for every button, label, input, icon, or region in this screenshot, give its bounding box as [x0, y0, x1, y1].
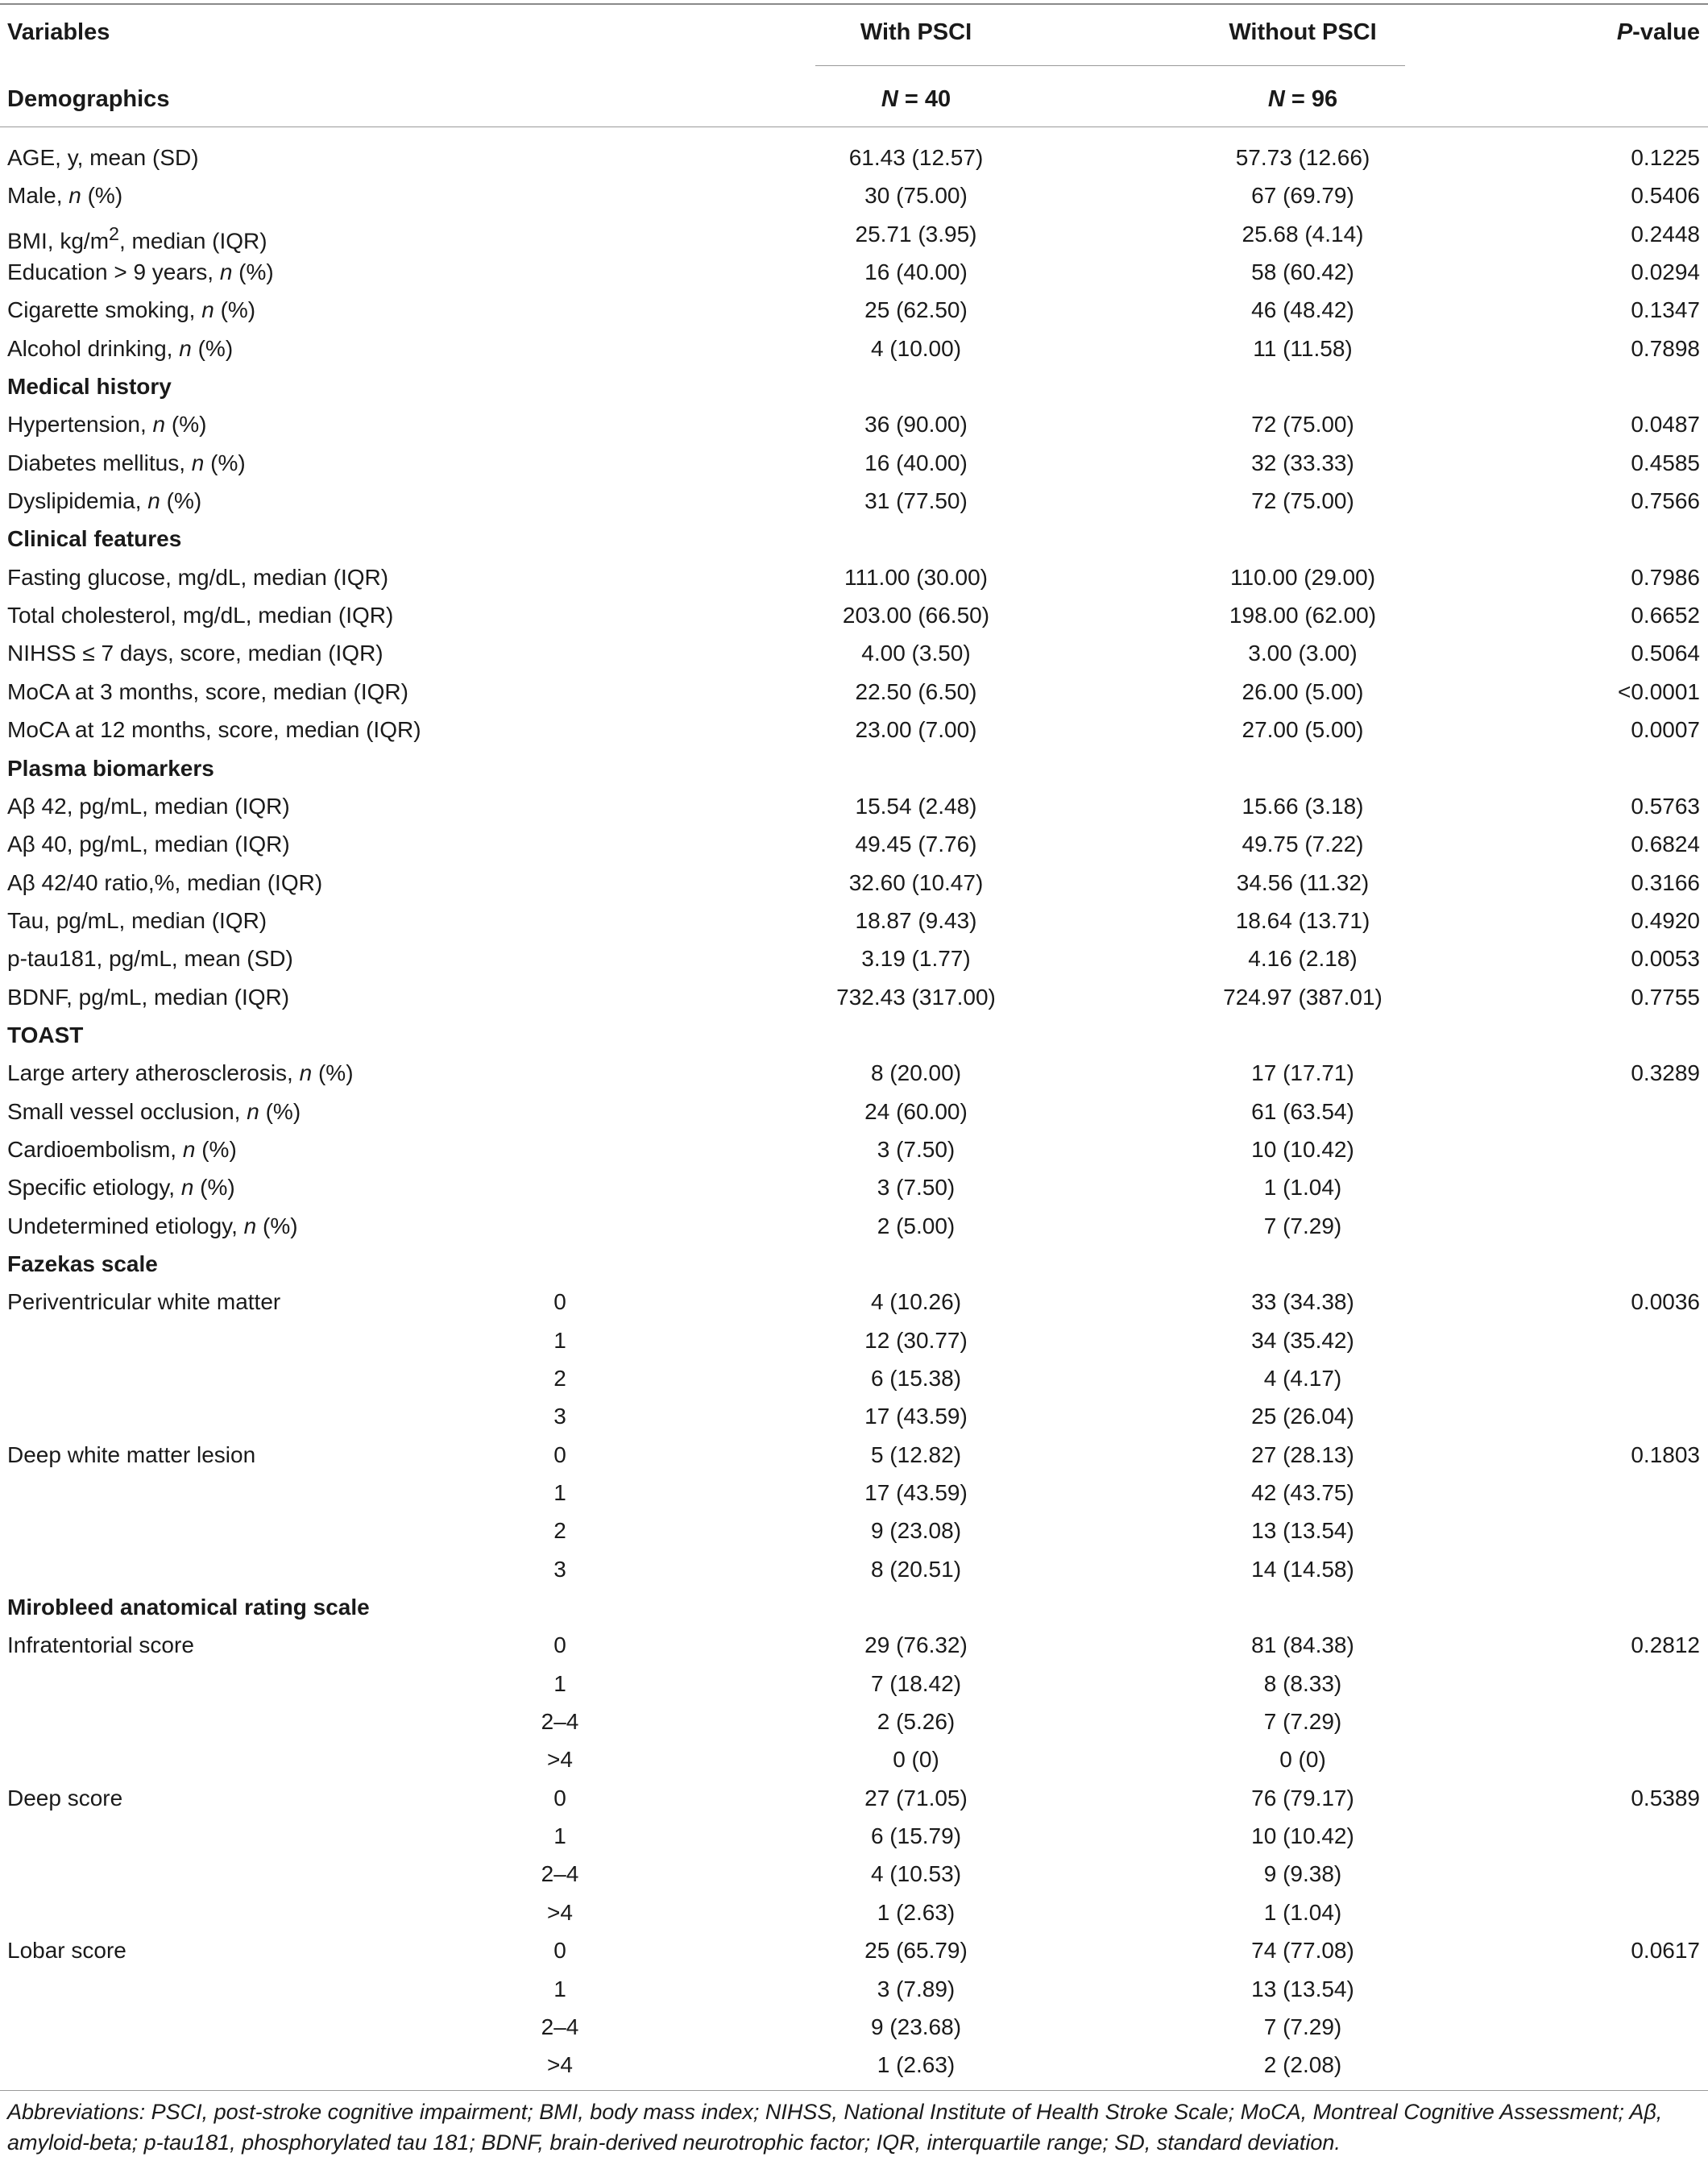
header-without-psci: Without PSCI [1229, 19, 1377, 45]
table-row [0, 1931, 1708, 1969]
row-level: 2 [553, 1366, 566, 1391]
cell-without-psci: 72 (75.00) [1251, 488, 1354, 514]
header-demographics: Demographics [7, 86, 170, 112]
cell-with-psci: 6 (15.79) [870, 1823, 962, 1849]
cell-without-psci: 74 (77.08) [1251, 1938, 1354, 1964]
table-row [0, 1779, 1708, 1817]
table-row [0, 1703, 1708, 1740]
cell-with-psci: 16 (40.00) [864, 450, 968, 475]
cell-with-psci: 32.60 (10.47) [848, 869, 984, 895]
table-row [0, 902, 1708, 939]
row-level: 2–4 [541, 2014, 579, 2039]
header-n-without-value: = 96 [1284, 86, 1338, 112]
cell-without-psci: 32 (33.33) [1251, 450, 1354, 475]
cell-with-psci: 18.87 (9.43) [855, 907, 977, 933]
cell-with-psci: 2 (5.26) [877, 1709, 956, 1735]
cell-with-psci: 732.43 (317.00) [836, 984, 996, 1010]
row-level: >4 [547, 1747, 573, 1773]
cell-without-psci: 2 (2.08) [1263, 2052, 1342, 2078]
row-level: 1 [553, 1823, 566, 1849]
header-with-psci: With PSCI [860, 19, 972, 45]
cell-without-psci: 81 (84.38) [1251, 1632, 1354, 1658]
table-row [0, 673, 1708, 711]
row-level: >4 [547, 2052, 573, 2078]
row-level: 2 [553, 1518, 566, 1544]
table-row [0, 1168, 1708, 1206]
cell-p-value: 0.6652 [1631, 603, 1700, 628]
cell-p-value: 0.4585 [1631, 450, 1700, 475]
cell-without-psci: 58 (60.42) [1251, 259, 1354, 285]
table-row [0, 558, 1708, 596]
cell-without-psci: 33 (34.38) [1251, 1289, 1354, 1315]
cell-without-psci: 25 (26.04) [1251, 1404, 1354, 1429]
row-level: 2–4 [541, 1709, 579, 1735]
cell-without-psci: 8 (8.33) [1263, 1670, 1342, 1696]
table-row [0, 1093, 1708, 1130]
cell-with-psci: 203.00 (66.50) [842, 603, 990, 628]
cell-without-psci: 67 (69.79) [1251, 183, 1354, 209]
cell-without-psci: 4.16 (2.18) [1248, 946, 1358, 972]
cell-p-value: 0.0487 [1631, 412, 1700, 438]
table-row [0, 1893, 1708, 1931]
table-row [0, 864, 1708, 902]
table-row [0, 139, 1708, 176]
section-header-row [0, 1245, 1708, 1283]
cell-with-psci: 31 (77.50) [864, 488, 968, 514]
cell-without-psci: 0 (0) [1279, 1747, 1326, 1773]
cell-without-psci: 10 (10.42) [1251, 1823, 1354, 1849]
row-label: MoCA at 3 months, score, median (IQR) [7, 678, 408, 704]
cell-without-psci: 14 (14.58) [1251, 1556, 1354, 1582]
header-n-without [1200, 85, 1405, 114]
cell-p-value: 0.5763 [1631, 793, 1700, 819]
cell-without-psci: 7 (7.29) [1263, 1213, 1342, 1238]
cell-with-psci: 9 (23.08) [870, 1518, 962, 1544]
row-label: Cardioembolism, n (%) [7, 1136, 237, 1162]
header-p-italic: P [1616, 19, 1633, 45]
cell-without-psci: 34 (35.42) [1251, 1327, 1354, 1353]
cell-p-value: 0.7898 [1631, 335, 1700, 361]
table-row [0, 215, 1708, 253]
cell-without-psci: 76 (79.17) [1251, 1785, 1354, 1811]
cell-with-psci: 49.45 (7.76) [855, 832, 977, 857]
cell-without-psci: 1 (1.04) [1263, 1899, 1342, 1925]
table-row [0, 825, 1708, 863]
cell-without-psci: 11 (11.58) [1253, 335, 1353, 361]
table-row [0, 1855, 1708, 1893]
cell-with-psci: 4 (10.00) [870, 335, 962, 361]
cell-with-psci: 24 (60.00) [864, 1098, 968, 1124]
table-top-rule [0, 3, 1708, 5]
row-label: NIHSS ≤ 7 days, score, median (IQR) [7, 641, 383, 666]
cell-without-psci: 10 (10.42) [1251, 1136, 1354, 1162]
cell-with-psci: 29 (76.32) [864, 1632, 968, 1658]
row-label: BMI, $kg/m^2$, median (IQR) [7, 222, 267, 254]
cell-p-value: 0.1347 [1631, 297, 1700, 323]
cell-p-value: 0.6824 [1631, 832, 1700, 857]
cell-p-value: 0.2812 [1631, 1632, 1700, 1658]
row-label: Cigarette smoking, n (%) [7, 297, 256, 323]
header-n-symbol: N [881, 86, 898, 112]
cell-without-psci: 72 (75.00) [1251, 412, 1354, 438]
section-title: Mirobleed anatomical rating scale [7, 1595, 370, 1620]
row-label: Aβ 40, pg/mL, median (IQR) [7, 832, 290, 857]
cell-p-value: 0.5389 [1631, 1785, 1700, 1811]
table-row [0, 1207, 1708, 1245]
table-row [0, 1283, 1708, 1321]
cell-without-psci: 4 (4.17) [1263, 1366, 1342, 1391]
table-row [0, 176, 1708, 214]
row-label: p-tau181, pg/mL, mean (SD) [7, 946, 293, 972]
row-label: Large artery atherosclerosis, n (%) [7, 1060, 354, 1086]
cell-without-psci: 26.00 (5.00) [1242, 678, 1364, 704]
cell-p-value: 0.7986 [1631, 564, 1700, 590]
cell-p-value: 0.3289 [1631, 1060, 1700, 1086]
row-level: 1 [553, 1976, 566, 2001]
cell-without-psci: 27.00 (5.00) [1242, 717, 1364, 743]
table-row [0, 1397, 1708, 1435]
cell-with-psci: 12 (30.77) [864, 1327, 968, 1353]
table-row [0, 2008, 1708, 2046]
row-level: 0 [553, 1938, 566, 1964]
table-row [0, 1626, 1708, 1664]
table-bottom-rule [0, 2090, 1708, 2091]
cell-with-psci: 3 (7.89) [877, 1976, 956, 2001]
cell-without-psci: 61 (63.54) [1251, 1098, 1354, 1124]
cell-without-psci: 110.00 (29.00) [1229, 564, 1376, 590]
table-row [0, 291, 1708, 329]
cell-without-psci: 3.00 (3.00) [1248, 641, 1358, 666]
row-label: Deep score [7, 1785, 123, 1811]
section-header-row [0, 1588, 1708, 1626]
cell-with-psci: 15.54 (2.48) [855, 793, 977, 819]
cell-p-value: 0.1225 [1631, 145, 1700, 170]
row-level: 0 [553, 1289, 566, 1315]
table-footnote: Abbreviations: PSCI, post-stroke cognitive impairment; BMI, body mass index; NIHSS, National Institute of Health Stroke Scale; MoCA, Montreal Cognitive Assessment; Aβ, amyloid-beta; p-tau181, phosphorylated tau 181; BDNF, brain-derived neurotrophic factor; IQR, interquartile range; SD, standard deviation. [7, 2100, 1663, 2155]
table-row [0, 711, 1708, 749]
cell-with-psci: 5 (12.82) [870, 1441, 962, 1467]
cell-without-psci: 34.56 (11.32) [1236, 869, 1370, 895]
cell-without-psci: 724.97 (387.01) [1223, 984, 1383, 1010]
row-label: Dyslipidemia, n (%) [7, 488, 202, 514]
cell-p-value: 0.5064 [1631, 641, 1700, 666]
cell-with-psci: 3 (7.50) [877, 1175, 956, 1201]
cell-without-psci: 1 (1.04) [1263, 1175, 1342, 1201]
table-row [0, 939, 1708, 977]
cell-without-psci: 27 (28.13) [1251, 1441, 1354, 1467]
row-label: Tau, pg/mL, median (IQR) [7, 907, 267, 933]
cell-without-psci: 49.75 (7.22) [1242, 832, 1364, 857]
row-label: Infratentorial score [7, 1632, 194, 1658]
cell-with-psci: 1 (2.63) [877, 2052, 956, 2078]
section-title: Clinical features [7, 526, 182, 552]
section-title: TOAST [7, 1022, 84, 1047]
table-row [0, 1436, 1708, 1474]
row-label: Hypertension, n (%) [7, 412, 207, 438]
row-label: Small vessel occlusion, n (%) [7, 1098, 301, 1124]
row-level: 1 [553, 1480, 566, 1506]
cell-with-psci: 8 (20.00) [870, 1060, 962, 1086]
table-row [0, 1130, 1708, 1168]
cell-with-psci: 1 (2.63) [877, 1899, 956, 1925]
cell-p-value: 0.0007 [1631, 717, 1700, 743]
cell-with-psci: 25.71 (3.95) [855, 221, 977, 247]
table-row [0, 482, 1708, 520]
cell-with-psci: 3 (7.50) [877, 1136, 956, 1162]
cell-with-psci: 30 (75.00) [864, 183, 968, 209]
cell-without-psci: 7 (7.29) [1263, 2014, 1342, 2039]
row-label: Fasting glucose, mg/dL, median (IQR) [7, 564, 389, 590]
cell-with-psci: 8 (20.51) [870, 1556, 962, 1582]
header-p-value [1617, 18, 1700, 47]
cell-with-psci: 23.00 (7.00) [855, 717, 977, 743]
row-level: 0 [553, 1441, 566, 1467]
cell-without-psci: 25.68 (4.14) [1242, 221, 1364, 247]
table-row [0, 1474, 1708, 1512]
table-row [0, 596, 1708, 634]
table-row [0, 1054, 1708, 1092]
table-row [0, 330, 1708, 367]
cell-without-psci: 42 (43.75) [1251, 1480, 1354, 1506]
header-n-with [815, 85, 1017, 114]
cell-with-psci: 3.19 (1.77) [861, 946, 971, 972]
cell-without-psci: 7 (7.29) [1263, 1709, 1342, 1735]
cell-with-psci: 36 (90.00) [864, 412, 968, 438]
cell-without-psci: 13 (13.54) [1251, 1976, 1354, 2001]
section-header-row [0, 367, 1708, 405]
row-level: 0 [553, 1785, 566, 1811]
table-row [0, 1550, 1708, 1588]
row-label: Deep white matter lesion [7, 1441, 256, 1467]
cell-with-psci: 9 (23.68) [870, 2014, 962, 2039]
cell-with-psci: 61.43 (12.57) [848, 145, 984, 170]
table-row [0, 1359, 1708, 1397]
header-n-symbol: N [1267, 86, 1285, 112]
section-title: Medical history [7, 374, 172, 400]
cell-p-value: <0.0001 [1618, 678, 1700, 704]
row-label: BDNF, pg/mL, median (IQR) [7, 984, 290, 1010]
cell-with-psci: 6 (15.38) [870, 1366, 962, 1391]
row-level: 3 [553, 1556, 566, 1582]
row-label: Aβ 42, pg/mL, median (IQR) [7, 793, 290, 819]
row-label: Undetermined etiology, n (%) [7, 1213, 298, 1238]
header-variables: Variables [7, 19, 110, 45]
header-p-rest: -value [1632, 19, 1700, 45]
cell-with-psci: 22.50 (6.50) [855, 678, 977, 704]
row-label: Male, n (%) [7, 183, 123, 209]
cell-p-value: 0.4920 [1631, 907, 1700, 933]
cell-with-psci: 4 (10.26) [870, 1289, 962, 1315]
section-title: Plasma biomarkers [7, 755, 214, 781]
cell-with-psci: 16 (40.00) [864, 259, 968, 285]
cell-with-psci: 111.00 (30.00) [844, 564, 988, 590]
section-title: Fazekas scale [7, 1251, 158, 1276]
cell-with-psci: 25 (65.79) [864, 1938, 968, 1964]
cell-without-psci: 9 (9.38) [1263, 1861, 1342, 1887]
row-label: Education > 9 years, n (%) [7, 259, 274, 285]
table-body [0, 139, 1708, 2084]
cell-p-value: 0.5406 [1631, 183, 1700, 209]
table-row [0, 1321, 1708, 1359]
cell-with-psci: 2 (5.00) [877, 1213, 956, 1238]
cell-with-psci: 27 (71.05) [864, 1785, 968, 1811]
section-header-row [0, 520, 1708, 558]
row-label: Total cholesterol, mg/dL, median (IQR) [7, 603, 394, 628]
row-level: >4 [547, 1899, 573, 1925]
row-label: Diabetes mellitus, n (%) [7, 450, 246, 475]
row-label: AGE, y, mean (SD) [7, 145, 199, 170]
cell-with-psci: 17 (43.59) [864, 1480, 968, 1506]
row-level: 1 [553, 1670, 566, 1696]
table-row [0, 787, 1708, 825]
cell-without-psci: 18.64 (13.71) [1235, 907, 1370, 933]
cell-without-psci: 15.66 (3.18) [1242, 793, 1364, 819]
cell-without-psci: 198.00 (62.00) [1229, 603, 1377, 628]
row-label: Aβ 42/40 ratio,%, median (IQR) [7, 869, 323, 895]
cell-p-value: 0.7755 [1631, 984, 1700, 1010]
cell-p-value: 0.3166 [1631, 869, 1700, 895]
cell-without-psci: 46 (48.42) [1251, 297, 1354, 323]
row-label: Alcohol drinking, n (%) [7, 335, 234, 361]
cell-p-value: 0.1803 [1631, 1441, 1700, 1467]
row-label: Periventricular white matter [7, 1289, 281, 1315]
cell-without-psci: 57.73 (12.66) [1235, 145, 1370, 170]
table-row [0, 405, 1708, 443]
section-header-row [0, 749, 1708, 787]
row-label: MoCA at 12 months, score, median (IQR) [7, 717, 421, 743]
table-row [0, 1970, 1708, 2008]
cell-with-psci: 0 (0) [893, 1747, 939, 1773]
cell-with-psci: 4.00 (3.50) [861, 641, 971, 666]
row-level: 2–4 [541, 1861, 579, 1887]
cell-with-psci: 4 (10.53) [870, 1861, 962, 1887]
table-row [0, 634, 1708, 672]
table-row [0, 253, 1708, 291]
table-row [0, 2046, 1708, 2084]
cell-p-value: 0.0294 [1631, 259, 1700, 285]
header-n-with-value: = 40 [898, 86, 951, 112]
cell-without-psci: 13 (13.54) [1251, 1518, 1354, 1544]
table-row [0, 978, 1708, 1016]
row-level: 3 [553, 1404, 566, 1429]
row-label: Specific etiology, n (%) [7, 1175, 235, 1201]
row-level: 1 [553, 1327, 566, 1353]
cell-with-psci: 7 (18.42) [870, 1670, 962, 1696]
cell-p-value: 0.0036 [1631, 1289, 1700, 1315]
cell-p-value: 0.0053 [1631, 946, 1700, 972]
header-group-rule [815, 65, 1405, 66]
section-header-row [0, 1016, 1708, 1054]
cell-without-psci: 17 (17.71) [1251, 1060, 1354, 1086]
table-row [0, 1817, 1708, 1855]
cell-p-value: 0.0617 [1631, 1938, 1700, 1964]
cell-p-value: 0.7566 [1631, 488, 1700, 514]
cell-with-psci: 25 (62.50) [864, 297, 968, 323]
table-row [0, 1740, 1708, 1778]
row-level: 0 [553, 1632, 566, 1658]
row-label: Lobar score [7, 1938, 126, 1964]
table-row [0, 444, 1708, 482]
table-row [0, 1512, 1708, 1549]
cell-p-value: 0.2448 [1631, 221, 1700, 247]
table-row [0, 1665, 1708, 1703]
cell-with-psci: 17 (43.59) [864, 1404, 968, 1429]
